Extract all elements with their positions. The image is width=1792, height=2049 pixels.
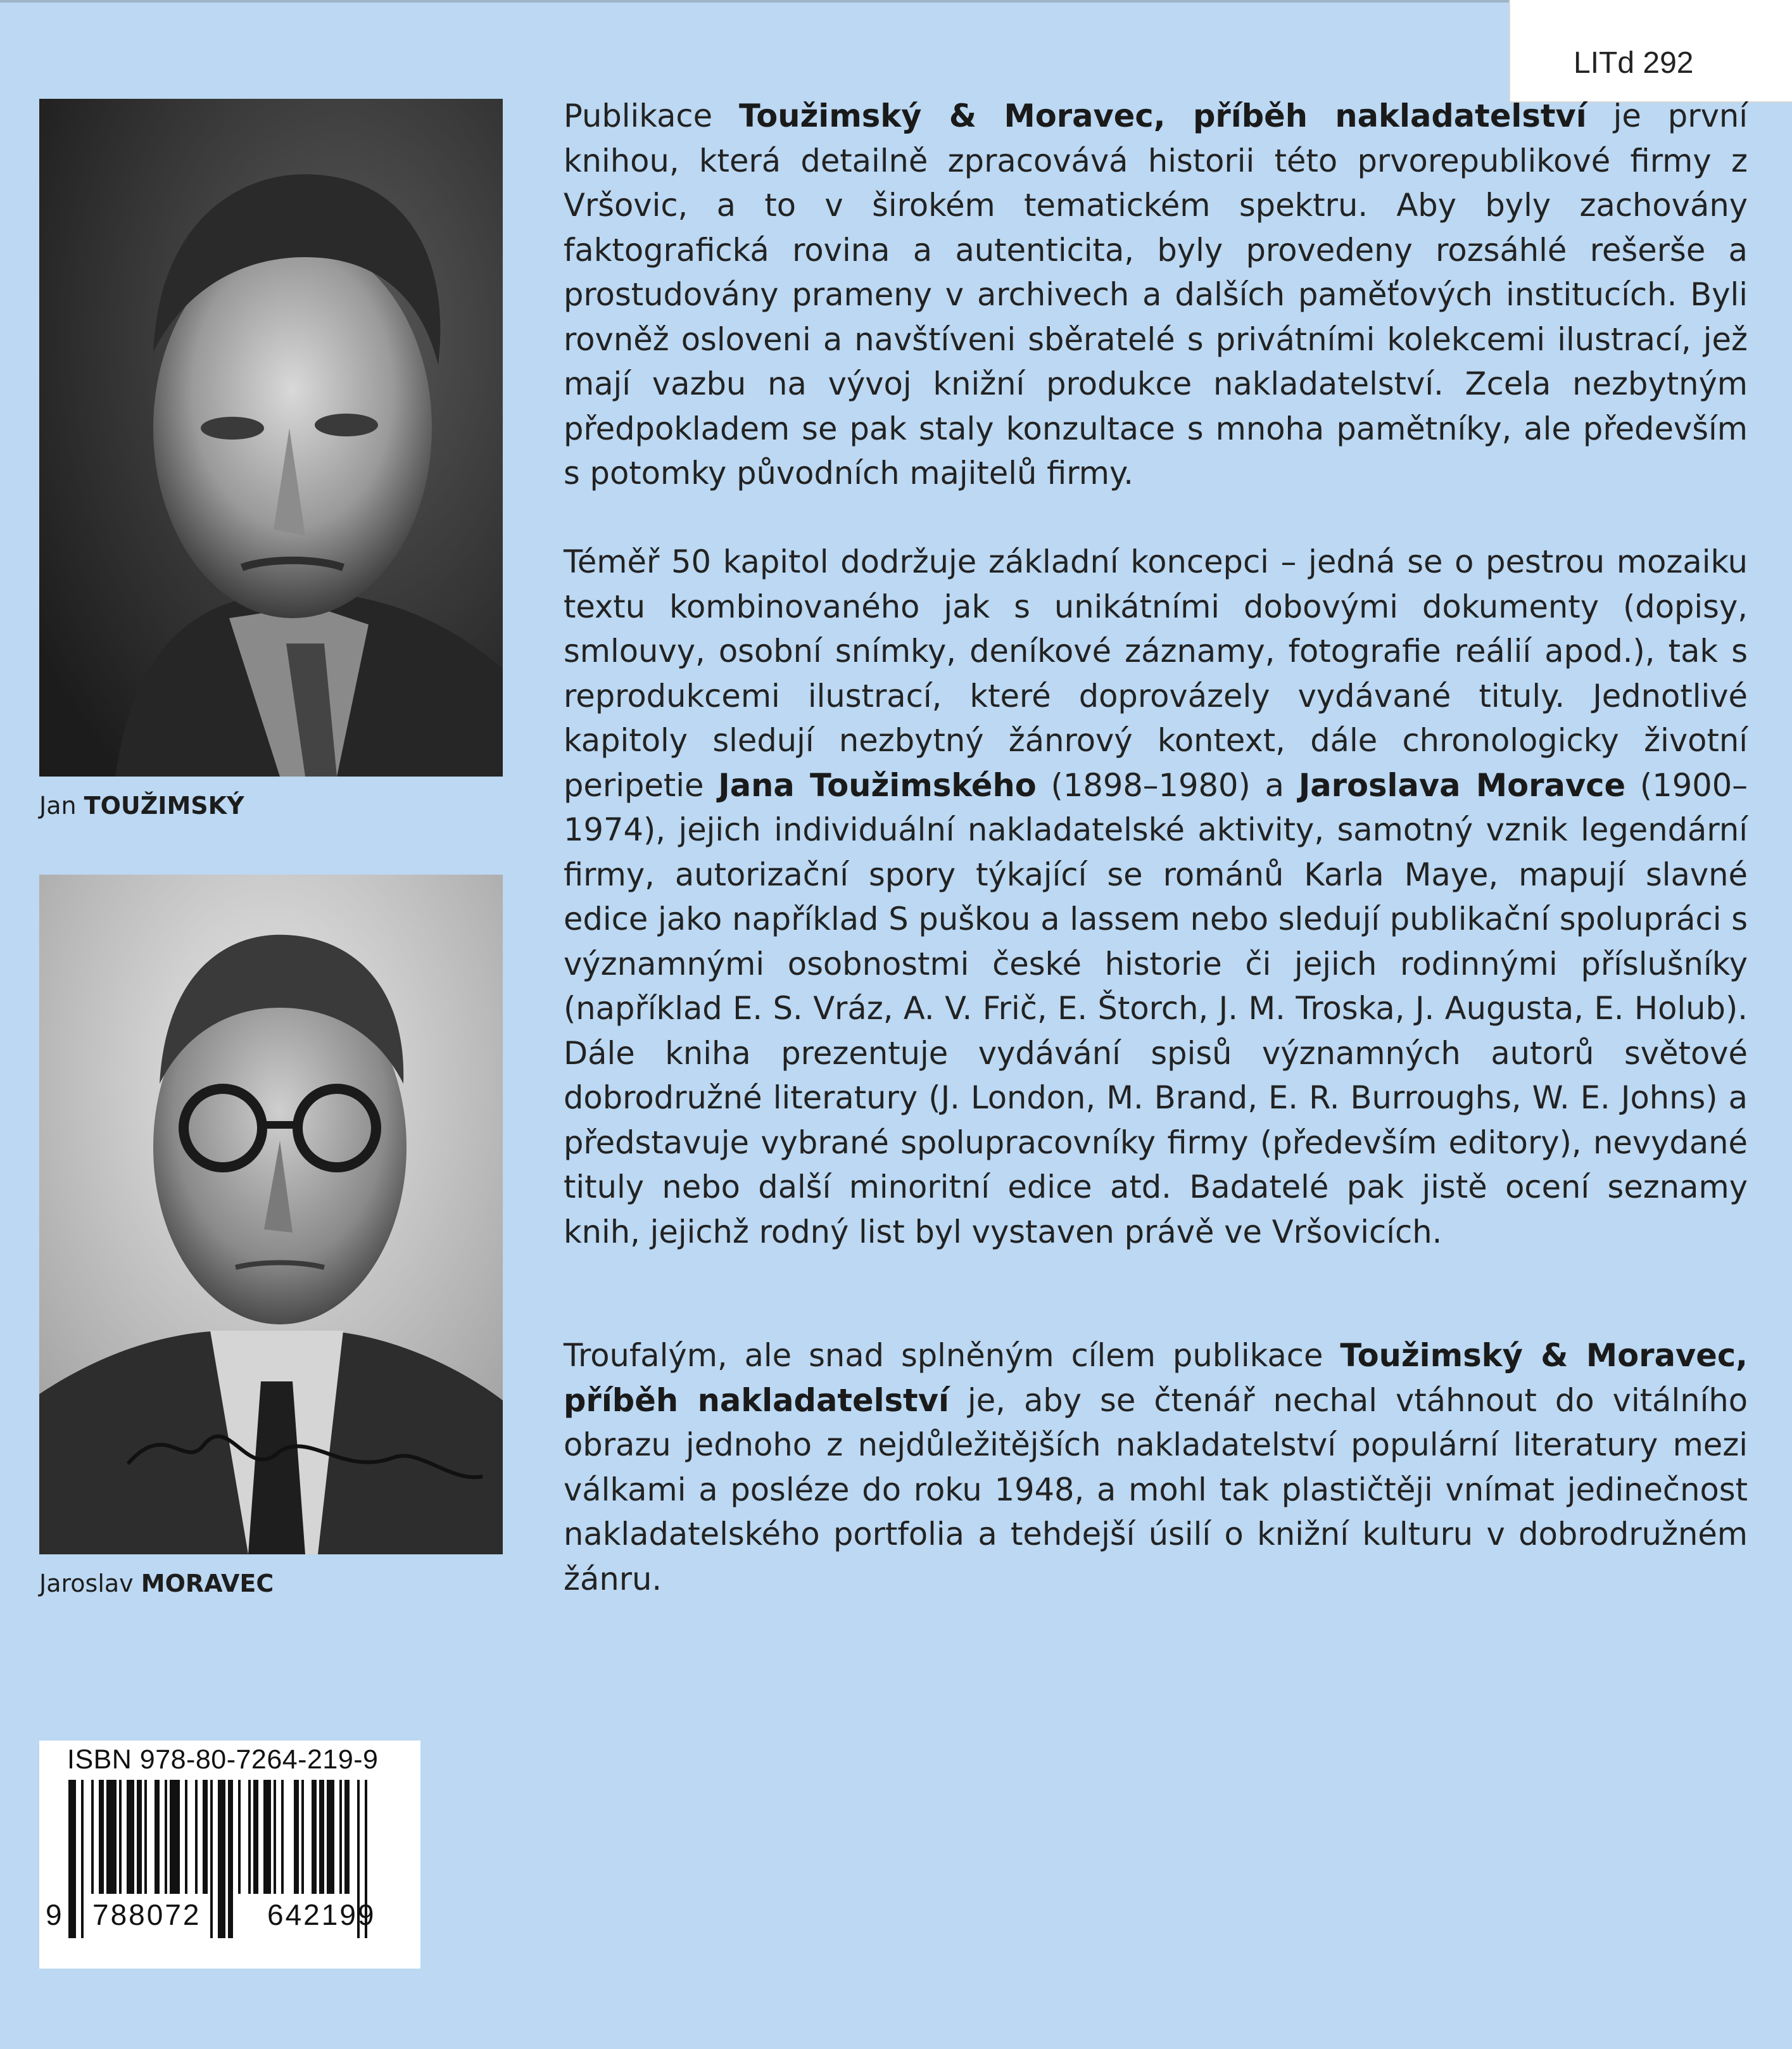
paragraph-2: Téměř 50 kapitol dodržuje základní koncepci – jedná se o pestrou mozaiku textu kombinovaného jak s unikátními dobovými dokumenty (dopisy, smlouvy, osobní snímky, deníkové záznamy, fotografie reálií apod.), tak s reprodukcemi ilustrací, které doprovázely vydávané tituly. Jednotlivé kapitoly sledují nezbytný žánrový kontext, dále chronologicky životní peripetie Jana Toužimského (1898–1980) a Jaroslava Moravce (1900–1974), jejich individuální nakladatelské aktivity, samotný vznik legendární firmy, autorizační spory týkající se románů Karla Maye, mapují slavné edice jako například S puškou a lassem nebo sledují publikační spolupráci s významnými osobnostmi české historie či jejich rodinnými příslušníky (například E. S. Vráz, A. V. Frič, E. Štorch, J. M. Troska, J. Augusta, E. Holub). Dále kniha prezentuje vydávání spisů významných autorů světové dobrodružné literatury (J. London, M. Brand, E. R. Burroughs, W. E. Johns) a představuje vybrané spolupracovníky firmy (především editory), nevydané tituly nebo další minoritní edice atd. Badatelé pak jistě ocení seznamy knih, jejichž rodný list byl vystaven právě ve Vršovicích. xyxy=(564,543,1748,1250)
photo-caption-1 xyxy=(39,792,244,820)
barcode-bar xyxy=(210,1780,213,1938)
barcode-bar xyxy=(238,1780,241,1894)
barcode-bar xyxy=(144,1780,147,1894)
barcode-bar xyxy=(119,1780,122,1894)
barcode-bar xyxy=(294,1780,299,1894)
barcode-bar xyxy=(155,1780,160,1894)
barcode-bar xyxy=(228,1780,233,1938)
barcode-bar xyxy=(99,1780,104,1894)
barcode-bar xyxy=(248,1780,251,1894)
barcode-digits-right: 642199 xyxy=(267,1898,376,1931)
isbn-barcode xyxy=(39,1741,420,1969)
barcode-bar xyxy=(195,1780,198,1894)
portrait-image xyxy=(39,99,503,777)
barcode-bar xyxy=(137,1780,142,1894)
barcode-bar xyxy=(319,1780,324,1894)
barcode-bar xyxy=(263,1780,271,1894)
barcode-bar xyxy=(81,1780,84,1938)
library-label-sticker xyxy=(1509,0,1792,103)
barcode-bar xyxy=(339,1780,342,1894)
barcode-bar xyxy=(218,1780,225,1938)
caption-last-name: TOUŽIMSKÝ xyxy=(84,792,244,820)
barcode-bar xyxy=(274,1780,276,1894)
paragraph-1: Publikace Toužimský & Moravec, příběh nakladatelství je první knihou, která detailně zpracovává historii této prvorepublikové firmy z Vršovic, a to v širokém tematickém spektru. Aby byly zachovány faktografická rovina a autenticita, byly provedeny rozsáhlé rešerše a prostudovány prameny v archivech a dalších paměťových institucích. Byli rovněž osloveni a navštíveni sběratelé s privátními kolekcemi ilustrací, jež mají vazbu na vývoj knižní produkce nakladatelství. Zcela nezbytným předpokladem se pak staly konzultace s mnoha pamětníky, ale především s potomky původních majitelů firmy. xyxy=(564,98,1748,492)
barcode-digit-first: 9 xyxy=(46,1898,62,1931)
barcode-bar xyxy=(91,1780,94,1894)
caption-last-name: MORAVEC xyxy=(141,1570,274,1597)
barcode-bar xyxy=(344,1780,350,1894)
barcode-bar xyxy=(203,1780,208,1894)
caption-first-name: Jan xyxy=(39,792,77,820)
portrait-photo-moravec xyxy=(39,875,503,1554)
paragraph-3: Troufalým, ale snad splněným cílem publikace Toužimský & Moravec, příběh nakladatelství je, aby se čtenář nechal vtáhnout do vitálního obrazu jednoho z nejdůležitějších nakladatelství populární literatury mezi válkami a posléze do roku 1948, a mohl tak plastičtěji vnímat jedinečnost nakladatelského portfolia a tehdejší úsilí o knižní kulturu v dobrodružném žánru. xyxy=(564,1337,1748,1597)
barcode-bar xyxy=(312,1780,317,1894)
barcode-bar xyxy=(327,1780,334,1894)
barcode-bar xyxy=(301,1780,304,1894)
photo-caption-2 xyxy=(39,1570,274,1597)
barcode-bar xyxy=(106,1780,117,1894)
barcode-bar xyxy=(170,1780,180,1894)
portrait-photo-toužimský xyxy=(39,99,503,777)
barcode-bar xyxy=(165,1780,167,1894)
barcode-bar xyxy=(185,1780,187,1894)
isbn-label: ISBN 978-80-7264-219-9 xyxy=(67,1744,379,1775)
barcode-bar xyxy=(127,1780,134,1894)
caption-first-name: Jaroslav xyxy=(39,1570,134,1597)
barcode-bar xyxy=(281,1780,284,1894)
library-label-text: LITd 292 xyxy=(1574,46,1694,80)
barcode-bar xyxy=(68,1780,76,1938)
barcode-digits-left: 788072 xyxy=(92,1898,201,1931)
barcode-bar xyxy=(253,1780,258,1894)
portrait-image xyxy=(39,875,503,1554)
